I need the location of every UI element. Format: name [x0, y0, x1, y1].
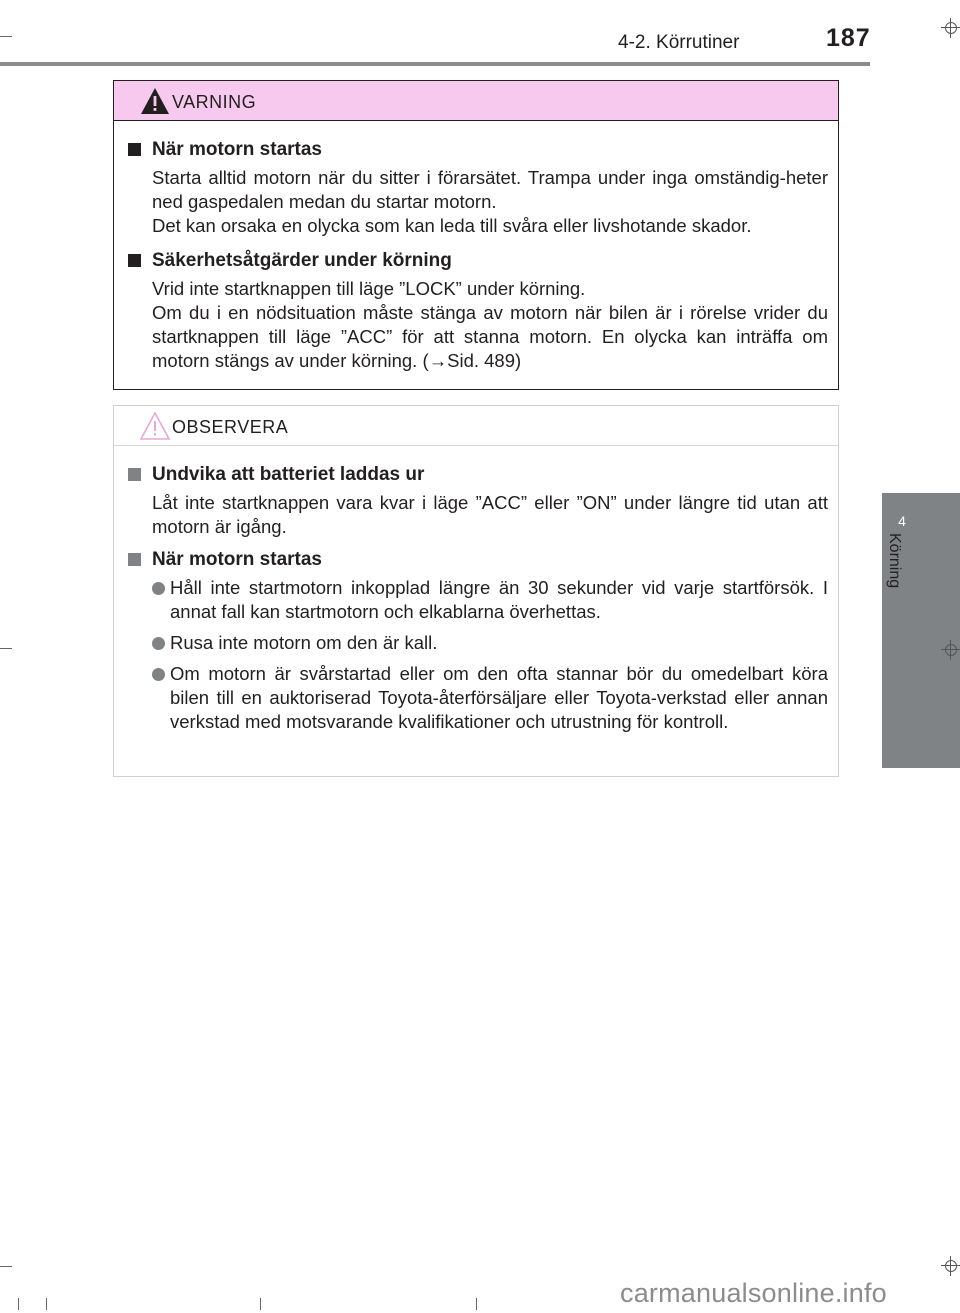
warning-item-heading: Säkerhetsåtgärder under körning — [126, 248, 828, 273]
round-bullet-icon — [152, 637, 165, 650]
chapter-label-text: Körning — [886, 533, 903, 589]
warning-header — [114, 81, 838, 121]
notice-bullet: Om motorn är svårstartad eller om den ofta stannar bör du omedelbart köra bilen till en auktoriserad Toyota-återförsäljare eller Toyota-verkstad eller annan verkstad med motsvarande kvalifikationer och utrustning för kontroll. — [126, 662, 828, 734]
notice-item-heading: När motorn startas — [126, 547, 828, 572]
warning-box — [113, 80, 839, 390]
notice-bullet: Rusa inte motorn om den är kall. — [126, 631, 828, 655]
crop-tick — [476, 1298, 477, 1310]
warning-paragraph: Starta alltid motorn när du sitter i förarsätet. Trampa under inga omständig-heter ned gaspedalen medan du startar motorn. — [152, 167, 828, 212]
notice-header — [114, 406, 838, 446]
watermark: carmanualsonline.info — [620, 1278, 887, 1308]
registration-mark-icon — [941, 640, 960, 660]
notice-item-heading: Undvika att batteriet laddas ur — [126, 462, 828, 487]
warning-triangle-icon — [140, 86, 170, 116]
notice-title: OBSERVERA — [172, 417, 289, 437]
square-bullet-icon — [128, 254, 141, 267]
square-bullet-icon — [128, 143, 141, 156]
crop-tick — [0, 1266, 12, 1267]
notice-bullet: Håll inte startmotorn inkopplad längre än 30 sekunder vid varje startförsök. I annat fall kan startmotorn och elkablarna överhettas. — [126, 576, 828, 624]
round-bullet-icon — [152, 668, 165, 681]
chapter-tab — [882, 493, 960, 768]
square-bullet-icon — [128, 468, 141, 481]
caution-triangle-icon — [140, 411, 170, 441]
round-bullet-icon — [152, 582, 165, 595]
page-number: 187 — [826, 24, 871, 52]
notice-body — [114, 462, 838, 734]
warning-paragraph: Det kan orsaka en olycka som kan leda till svåra eller livshotande skador. — [152, 215, 752, 236]
warning-title: VARNING — [172, 92, 257, 112]
warning-paragraph: Vrid inte startknappen till läge ”LOCK” under körning. — [152, 278, 586, 299]
warning-body — [114, 137, 838, 373]
registration-mark-icon — [941, 18, 960, 38]
chapter-number: 4 — [898, 513, 906, 529]
section-title: 4-2. Körrutiner — [618, 32, 740, 53]
crop-tick — [0, 648, 12, 649]
notice-paragraph: Låt inte startknappen vara kvar i läge ”ACC” eller ”ON” under längre tid utan att motorn är igång. — [152, 492, 828, 537]
crop-tick — [0, 36, 12, 37]
crop-tick — [18, 1298, 19, 1310]
crop-tick — [46, 1298, 47, 1310]
square-bullet-icon — [128, 553, 141, 566]
notice-box — [113, 405, 839, 777]
crop-tick — [260, 1298, 261, 1310]
warning-paragraph: Om du i en nödsituation måste stänga av motorn när bilen är i rörelse vrider du startknappen till läge ”ACC” för att stanna motorn. En olycka kan inträffa om motorn stängs av under körning. (→Sid. 489) — [152, 302, 828, 371]
chapter-label — [882, 533, 922, 763]
registration-mark-icon — [941, 1256, 960, 1276]
header-rule — [0, 62, 870, 66]
page-header — [0, 0, 960, 70]
warning-item-heading: När motorn startas — [126, 137, 828, 162]
